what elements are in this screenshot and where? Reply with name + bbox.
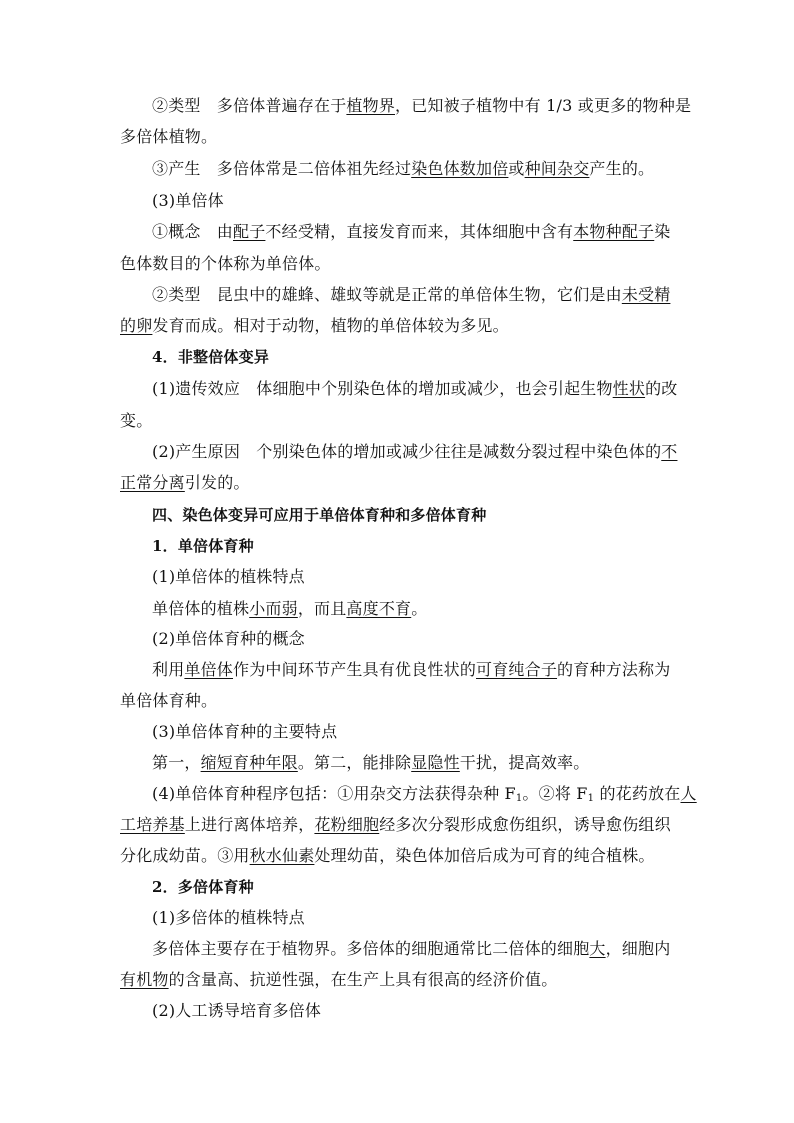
- text-span: (1)多倍体的植株特点: [152, 908, 305, 927]
- text-line: [120, 125, 794, 149]
- text-span: 的含量高、抗逆性强，在生产上具有很高的经济价值。: [168, 970, 558, 989]
- text-span: 处理幼苗，染色体加倍后成为可育的纯合植株。: [314, 846, 655, 865]
- text-span: ②类型 昆虫中的雄蜂、雄蚁等就是正常的单倍体生物，它们是由: [152, 285, 622, 304]
- text-span: 或: [508, 159, 525, 178]
- underlined-term: 的卵: [120, 316, 153, 335]
- text-span: 分化成幼苗。③用: [120, 846, 250, 865]
- text-span: 。第二，能排除: [297, 753, 412, 772]
- underlined-term: 人: [680, 784, 697, 803]
- text-span: 的育种方法称为: [557, 660, 671, 679]
- underlined-term: 大: [589, 939, 606, 958]
- text-line: [152, 999, 794, 1023]
- text-line: [152, 597, 794, 621]
- text-span: (1)单倍体的植株特点: [152, 567, 305, 586]
- text-span: 上进行离体培养，: [184, 815, 315, 834]
- text-span: 不经受精，直接发育而来，其体细胞中含有: [265, 222, 574, 241]
- text-line: [120, 968, 794, 992]
- text-span: (4)单倍体育种程序包括：①用杂交方法获得杂种 F: [152, 784, 516, 803]
- text-line: [152, 189, 794, 213]
- text-span: ③产生 多倍体常是二倍体祖先经过: [152, 159, 412, 178]
- text-span: 产生的。: [589, 159, 655, 178]
- text-line: [152, 565, 794, 589]
- underlined-term: 性状: [612, 379, 646, 398]
- text-line: [152, 906, 794, 930]
- underlined-term: 本物种配子: [573, 222, 655, 241]
- section-heading: [152, 534, 794, 558]
- text-line: [152, 283, 794, 307]
- text-line: [120, 689, 794, 713]
- underlined-term: 显隐性: [411, 753, 460, 772]
- text-line: [152, 627, 794, 651]
- underlined-term: 小而弱: [249, 599, 298, 618]
- text-line: [120, 409, 794, 433]
- underlined-term: 染色体数加倍: [411, 159, 509, 178]
- text-span: (2)单倍体育种的概念: [152, 629, 305, 648]
- underlined-term: 不: [661, 442, 678, 461]
- text-line: [120, 252, 794, 276]
- text-span: (3)单倍体: [152, 191, 224, 210]
- text-span: ①概念 由: [152, 222, 234, 241]
- text-span: 。: [411, 599, 428, 618]
- text-span: 经多次分裂形成愈伤组织，诱导愈伤组织: [379, 815, 671, 834]
- text-span: ，而且: [297, 599, 347, 618]
- text-span: ，已知被子植物中有 1/3 或更多的物种是: [395, 96, 692, 115]
- text-line: [152, 658, 794, 682]
- underlined-term: 正常分离: [120, 473, 185, 492]
- text-line: [152, 157, 794, 181]
- text-span: 作为中间环节产生具有优良性状的: [233, 660, 477, 679]
- text-line: [120, 471, 794, 495]
- subscript: 1: [515, 793, 523, 804]
- underlined-term: 花粉细胞: [314, 815, 380, 834]
- text-span: ②类型 多倍体普遍存在于: [152, 96, 347, 115]
- section-heading: [152, 503, 794, 527]
- underlined-term: 配子: [233, 222, 266, 241]
- text-span: 的花药放在: [594, 784, 681, 803]
- text-line: [120, 314, 794, 338]
- text-span: 多倍体植物。: [120, 127, 218, 146]
- text-span: 变。: [120, 411, 153, 430]
- text-span: 单倍体育种。: [120, 691, 218, 710]
- section-heading: [152, 345, 794, 369]
- text-line: [152, 937, 794, 961]
- text-span: 染: [654, 222, 671, 241]
- underlined-term: 未受精: [621, 285, 671, 304]
- underlined-term: 植物界: [346, 96, 396, 115]
- underlined-term: 秋水仙素: [249, 846, 315, 865]
- text-span: 2．多倍体育种: [152, 878, 254, 896]
- text-line: [152, 377, 794, 401]
- text-span: 1．单倍体育种: [152, 537, 254, 555]
- text-span: ，细胞内: [605, 939, 671, 958]
- text-line: [152, 440, 794, 464]
- underlined-term: 单倍体: [184, 660, 234, 679]
- text-line: [152, 782, 794, 806]
- underlined-term: 高度不育: [346, 599, 412, 618]
- text-line: [152, 720, 794, 744]
- text-span: 。②将 F: [522, 784, 588, 803]
- subscript: 1: [587, 793, 595, 804]
- text-span: 多倍体主要存在于植物界。多倍体的细胞通常比二倍体的细胞: [152, 939, 590, 958]
- text-span: 4．非整倍体变异: [152, 348, 270, 366]
- text-span: (3)单倍体育种的主要特点: [152, 722, 338, 741]
- text-line: [120, 813, 794, 837]
- text-span: 干扰，提高效率。: [459, 753, 590, 772]
- text-span: 利用: [152, 660, 185, 679]
- underlined-term: 缩短育种年限: [200, 753, 298, 772]
- text-span: (1)遗传效应 体细胞中个别染色体的增加或减少，也会引起生物: [152, 379, 613, 398]
- text-line: [152, 220, 794, 244]
- underlined-term: 工培养基: [120, 815, 185, 834]
- text-span: 四、染色体变异可应用于单倍体育种和多倍体育种: [152, 506, 487, 524]
- text-span: 单倍体的植株: [152, 599, 250, 618]
- text-span: 引发的。: [184, 473, 250, 492]
- text-span: 第一，: [152, 753, 201, 772]
- text-span: 发育而成。相对于动物，植物的单倍体较为多见。: [152, 316, 509, 335]
- underlined-term: 可育纯合子: [476, 660, 558, 679]
- text-line: [120, 844, 794, 868]
- text-span: (2)产生原因 个别染色体的增加或减少往往是减数分裂过程中染色体的: [152, 442, 662, 461]
- underlined-term: 有机物: [120, 970, 169, 989]
- text-line: [152, 94, 794, 118]
- text-line: [152, 751, 794, 775]
- text-span: (2)人工诱导培育多倍体: [152, 1001, 322, 1020]
- text-span: 色体数目的个体称为单倍体。: [120, 254, 331, 273]
- section-heading: [152, 875, 794, 899]
- text-span: 的改: [645, 379, 678, 398]
- underlined-term: 种间杂交: [524, 159, 590, 178]
